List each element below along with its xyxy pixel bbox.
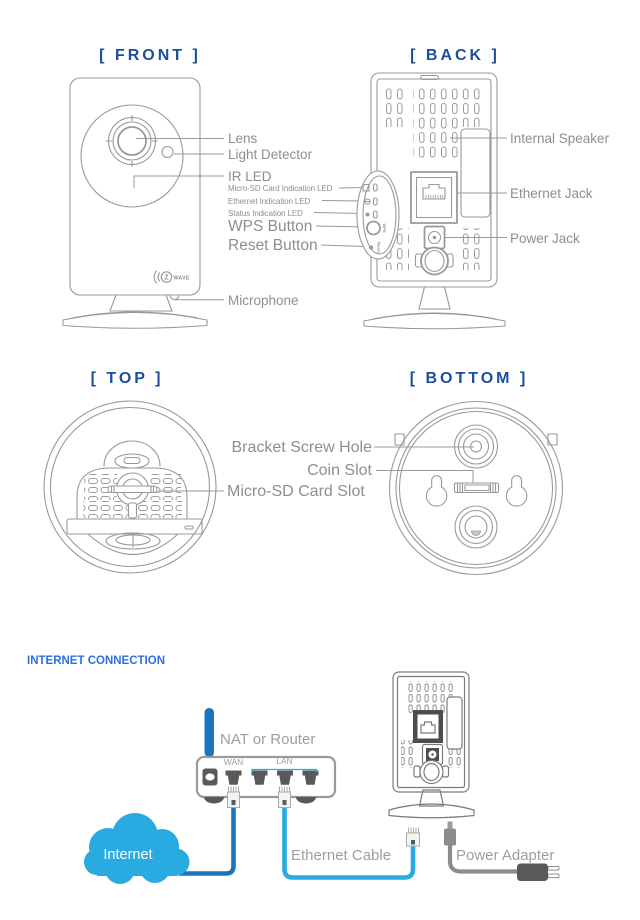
- label-wan: WAN: [223, 757, 244, 767]
- label-internet: Internet: [103, 847, 153, 863]
- label-wps-button: WPS Button: [228, 218, 313, 235]
- front-view-drawing: [63, 78, 366, 328]
- label-internal-speaker: Internal Speaker: [510, 131, 610, 146]
- svg-text:WAVE: WAVE: [173, 275, 190, 282]
- router-foot: [204, 797, 224, 804]
- front-view-title: [ FRONT ]: [99, 47, 201, 64]
- ethernet-cable-drawing: [285, 800, 414, 878]
- back-view-title: [ BACK ]: [410, 47, 500, 64]
- label-power-jack: Power Jack: [510, 230, 580, 246]
- wps-button-drawing: [367, 222, 387, 235]
- label-nat-or-router: NAT or Router: [220, 731, 316, 748]
- router-foot: [296, 797, 316, 804]
- microphone-drawing: [170, 295, 179, 300]
- top-view-drawing: [44, 401, 224, 573]
- front-stand-neck: [110, 295, 172, 311]
- label-bracket-screw-hole: Bracket Screw Hole: [231, 439, 372, 456]
- internet-connection-heading: INTERNET CONNECTION: [27, 655, 165, 667]
- label-ir-led: IR LED: [228, 169, 272, 184]
- top-view-title: [ TOP ]: [90, 370, 164, 387]
- svg-text:Z: Z: [164, 274, 169, 282]
- top-front-band: [67, 519, 202, 555]
- side-indicator-panel: [357, 171, 399, 259]
- keyhole-mount-right: [506, 476, 526, 507]
- label-microsd-indication-led: Micro-SD Card Indication LED: [228, 184, 333, 193]
- label-microsd-card-slot: Micro-SD Card Slot: [227, 483, 365, 500]
- top-dome: [104, 441, 160, 468]
- internal-speaker-drawing: [461, 129, 490, 217]
- power-plug: [517, 864, 548, 882]
- light-detector-drawing: [162, 147, 173, 158]
- coin-slot-drawing: [455, 483, 499, 493]
- ethernet-jack-drawing: [411, 172, 457, 223]
- svg-text:WPS: WPS: [382, 223, 387, 233]
- label-lens: Lens: [228, 131, 258, 146]
- zwave-logo: [154, 271, 190, 283]
- front-body: [70, 78, 200, 295]
- back-stand-base: [364, 313, 505, 329]
- label-microphone: Microphone: [228, 293, 299, 308]
- label-ethernet-jack: Ethernet Jack: [510, 186, 593, 201]
- label-lan: LAN: [276, 756, 293, 766]
- label-ethernet-indication-led: Ethernet Indication LED: [228, 196, 311, 206]
- back-view-drawing: [357, 73, 507, 329]
- keyhole-mount-left: [426, 476, 446, 507]
- rj45-connector-camera: [407, 828, 420, 847]
- back-stand-neck: [419, 287, 450, 309]
- label-reset-button: Reset Button: [228, 236, 318, 254]
- label-ethernet-cable: Ethernet Cable: [291, 847, 392, 864]
- camera-small-drawing: [389, 672, 474, 818]
- bottom-lens-hole-drawing: [455, 506, 497, 548]
- label-light-detector: Light Detector: [228, 147, 313, 162]
- lens-drawing: [107, 116, 158, 167]
- back-stand-mount: [416, 248, 454, 275]
- label-coin-slot: Coin Slot: [307, 462, 372, 479]
- bottom-view-drawing: [374, 402, 563, 575]
- power-jack-drawing: [425, 227, 445, 249]
- front-stand-base: [63, 312, 207, 328]
- label-power-adapter: Power Adapter: [456, 847, 555, 864]
- router-antenna: [205, 708, 215, 757]
- label-status-indication-led: Status Indication LED: [228, 208, 303, 218]
- svg-text:Reset: Reset: [376, 242, 382, 253]
- bottom-view-title: [ BOTTOM ]: [409, 370, 529, 387]
